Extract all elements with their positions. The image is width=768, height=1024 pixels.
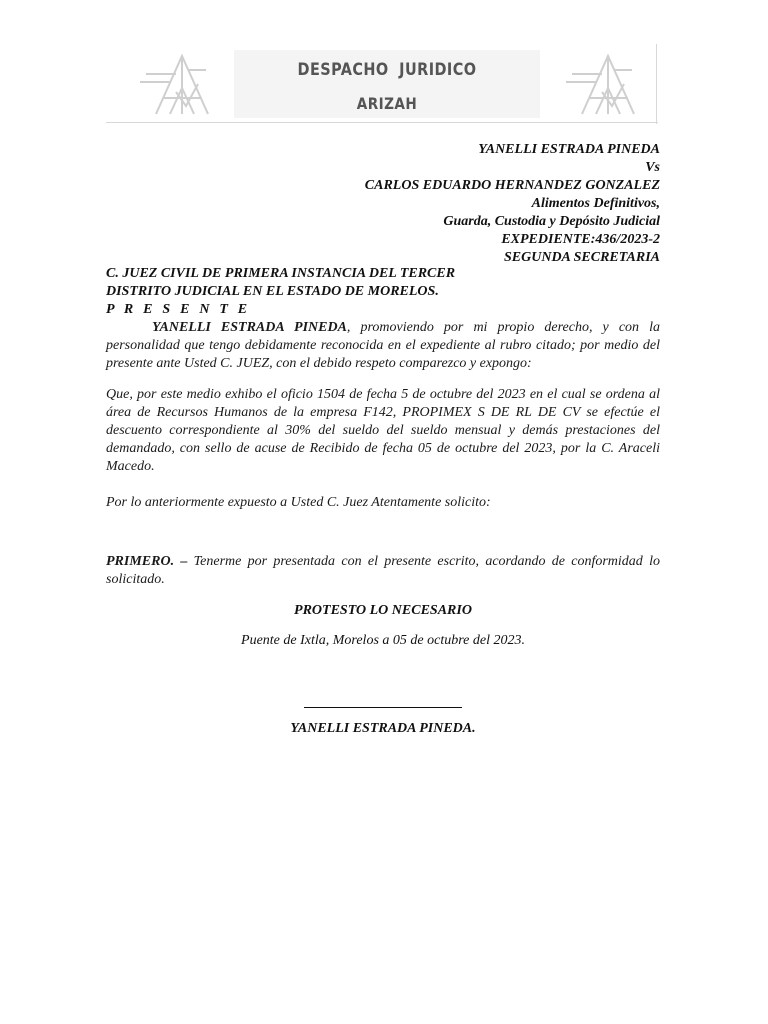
letterhead-title: DESPACHO JURIDICO — [297, 60, 477, 80]
caption-secretariat: SEGUNDA SECRETARIA — [503, 250, 660, 265]
place-date: Puente de Ixtla, Morelos a 05 de octubre del 2023. — [241, 633, 525, 648]
signature-line — [304, 707, 462, 708]
law-firm-logo-icon — [136, 48, 226, 120]
letterhead-subtitle: ARIZAH — [356, 94, 418, 113]
addressee-line-1: C. JUEZ CIVIL DE PRIMERA INSTANCIA DEL TERCER — [106, 266, 456, 281]
law-firm-logo-icon — [562, 48, 652, 120]
intro-paragraph — [106, 319, 660, 373]
caption-versus: Vs — [645, 160, 660, 175]
presente-label: P R E S E N T E — [106, 302, 251, 317]
protest-heading: PROTESTO LO NECESARIO — [294, 603, 472, 618]
first-petition-text: Tenerme por presentada con el presente escrito, acordando de conformidad lo solicitado. — [106, 554, 660, 587]
intro-text: , promoviendo por mi propio derecho, y con la personalidad que tengo debidamente reconocida en el expediente al rubro citado; por medio del presente ante Usted C. JUEZ, con el debido respeto comparezco y expongo: — [106, 320, 660, 371]
letterhead — [106, 44, 658, 124]
addressee-block — [106, 265, 662, 319]
caption-defendant: CARLOS EDUARDO HERNANDEZ GONZALEZ — [364, 178, 660, 193]
caption-proceeding-2: Guarda, Custodia y Depósito Judicial — [443, 214, 660, 229]
first-petition-label: PRIMERO. – — [106, 554, 188, 569]
signatory-name: YANELLI ESTRADA PINEDA. — [290, 721, 476, 736]
letterhead-divider — [106, 122, 658, 123]
first-petition-paragraph — [106, 553, 660, 589]
addressee-line-2: DISTRITO JUDICIAL EN EL ESTADO DE MORELOS. — [106, 284, 439, 299]
case-caption — [240, 141, 660, 267]
caption-actor: YANELLI ESTRADA PINEDA — [478, 142, 660, 157]
caption-proceeding-1: Alimentos Definitivos, — [531, 196, 660, 211]
exhibit-paragraph: Que, por este medio exhibo el oficio 1504 de fecha 5 de octubre del 2023 en el cual se ordena al área de Recursos Humanos de la empresa F142, PROPIMEX S DE RL DE CV se efectúe el descuento correspondiente al 30% del sueldo del sueldo mensual y demás prestaciones del demandado, con sello de acuse de Recibido de fecha 05 de octubre del 2023, por la C. Araceli Macedo. — [106, 387, 660, 474]
intro-name: YANELLI ESTRADA PINEDA — [152, 320, 347, 335]
request-paragraph: Por lo anteriormente expuesto a Usted C. Juez Atentamente solicito: — [106, 495, 491, 510]
letterhead-side-rule — [656, 44, 657, 124]
caption-case-number: EXPEDIENTE:436/2023-2 — [501, 232, 660, 247]
